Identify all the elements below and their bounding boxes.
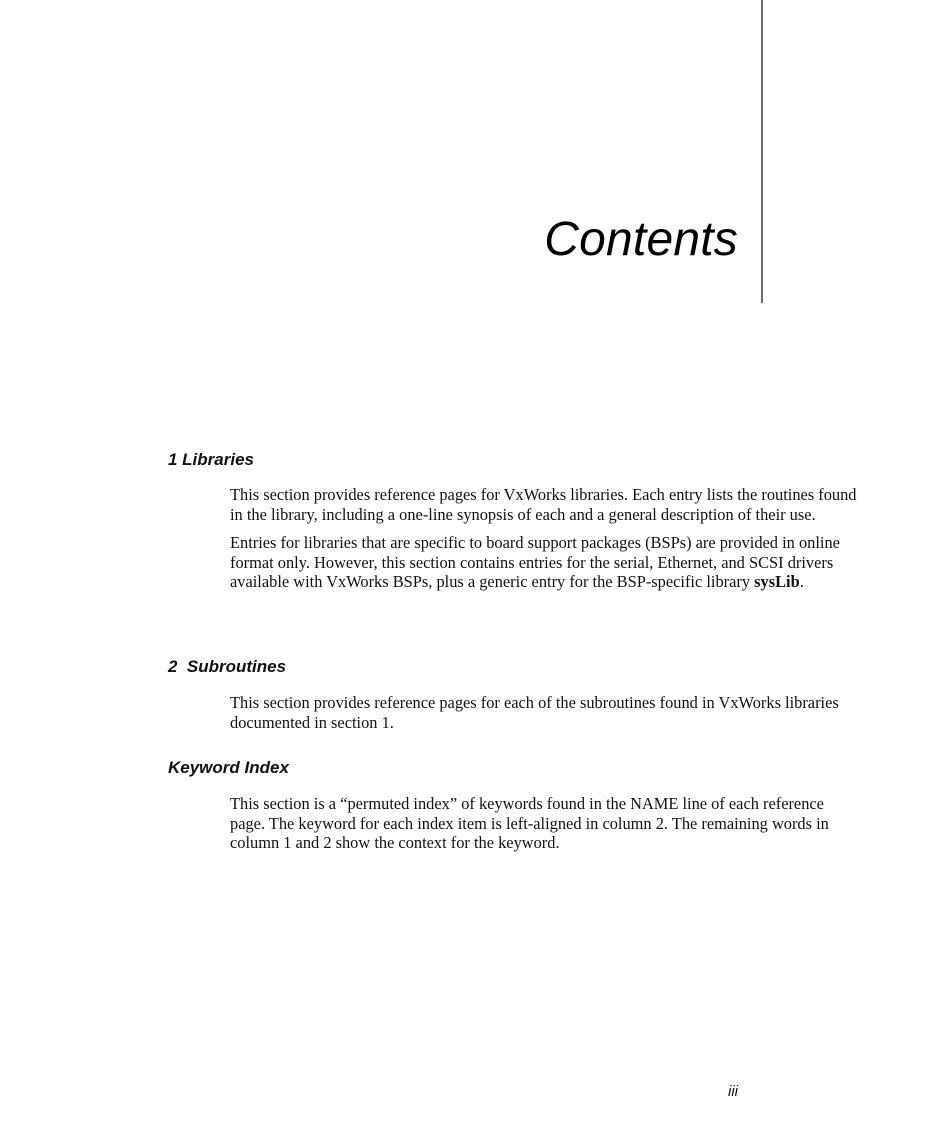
paragraph: [230, 533, 862, 592]
paragraph-end: .: [799, 572, 804, 591]
paragraph: This section is a “permuted index” of keywords found in the NAME line of each reference page. The keyword for each index item is left-aligned in column 2. The remaining words in column 1 and 2 show the context for the keyword.: [230, 794, 829, 852]
page-number: iii: [728, 1083, 738, 1100]
paragraph-text: Entries for libraries that are specific to board support packages (BSPs) are provided in online format only. However, this section contains entries for the serial, Ethernet, and SCSI drivers available with VxWorks BSPs, plus a generic entry for the BSP-specific library: [230, 533, 840, 591]
page-title: Contents: [544, 213, 738, 266]
vertical-rule: [761, 0, 763, 303]
section-heading: 2 Subroutines: [168, 657, 287, 676]
library-name: sysLib: [754, 572, 800, 591]
section-keyword-index: [168, 757, 868, 862]
paragraph: This section provides reference pages for VxWorks libraries. Each entry lists the routines found in the library, including a one-line synopsis of each and a general description of their use.: [230, 485, 857, 524]
section-body: [230, 794, 862, 853]
section-body: [230, 693, 862, 732]
section-libraries: [168, 449, 868, 601]
section-heading: Keyword Index: [168, 758, 289, 777]
section-subroutines: [168, 656, 868, 741]
paragraph: This section provides reference pages for each of the subroutines found in VxWorks libraries documented in section 1.: [230, 693, 839, 732]
section-heading: 1 Libraries: [168, 450, 254, 469]
section-body: [230, 485, 862, 592]
